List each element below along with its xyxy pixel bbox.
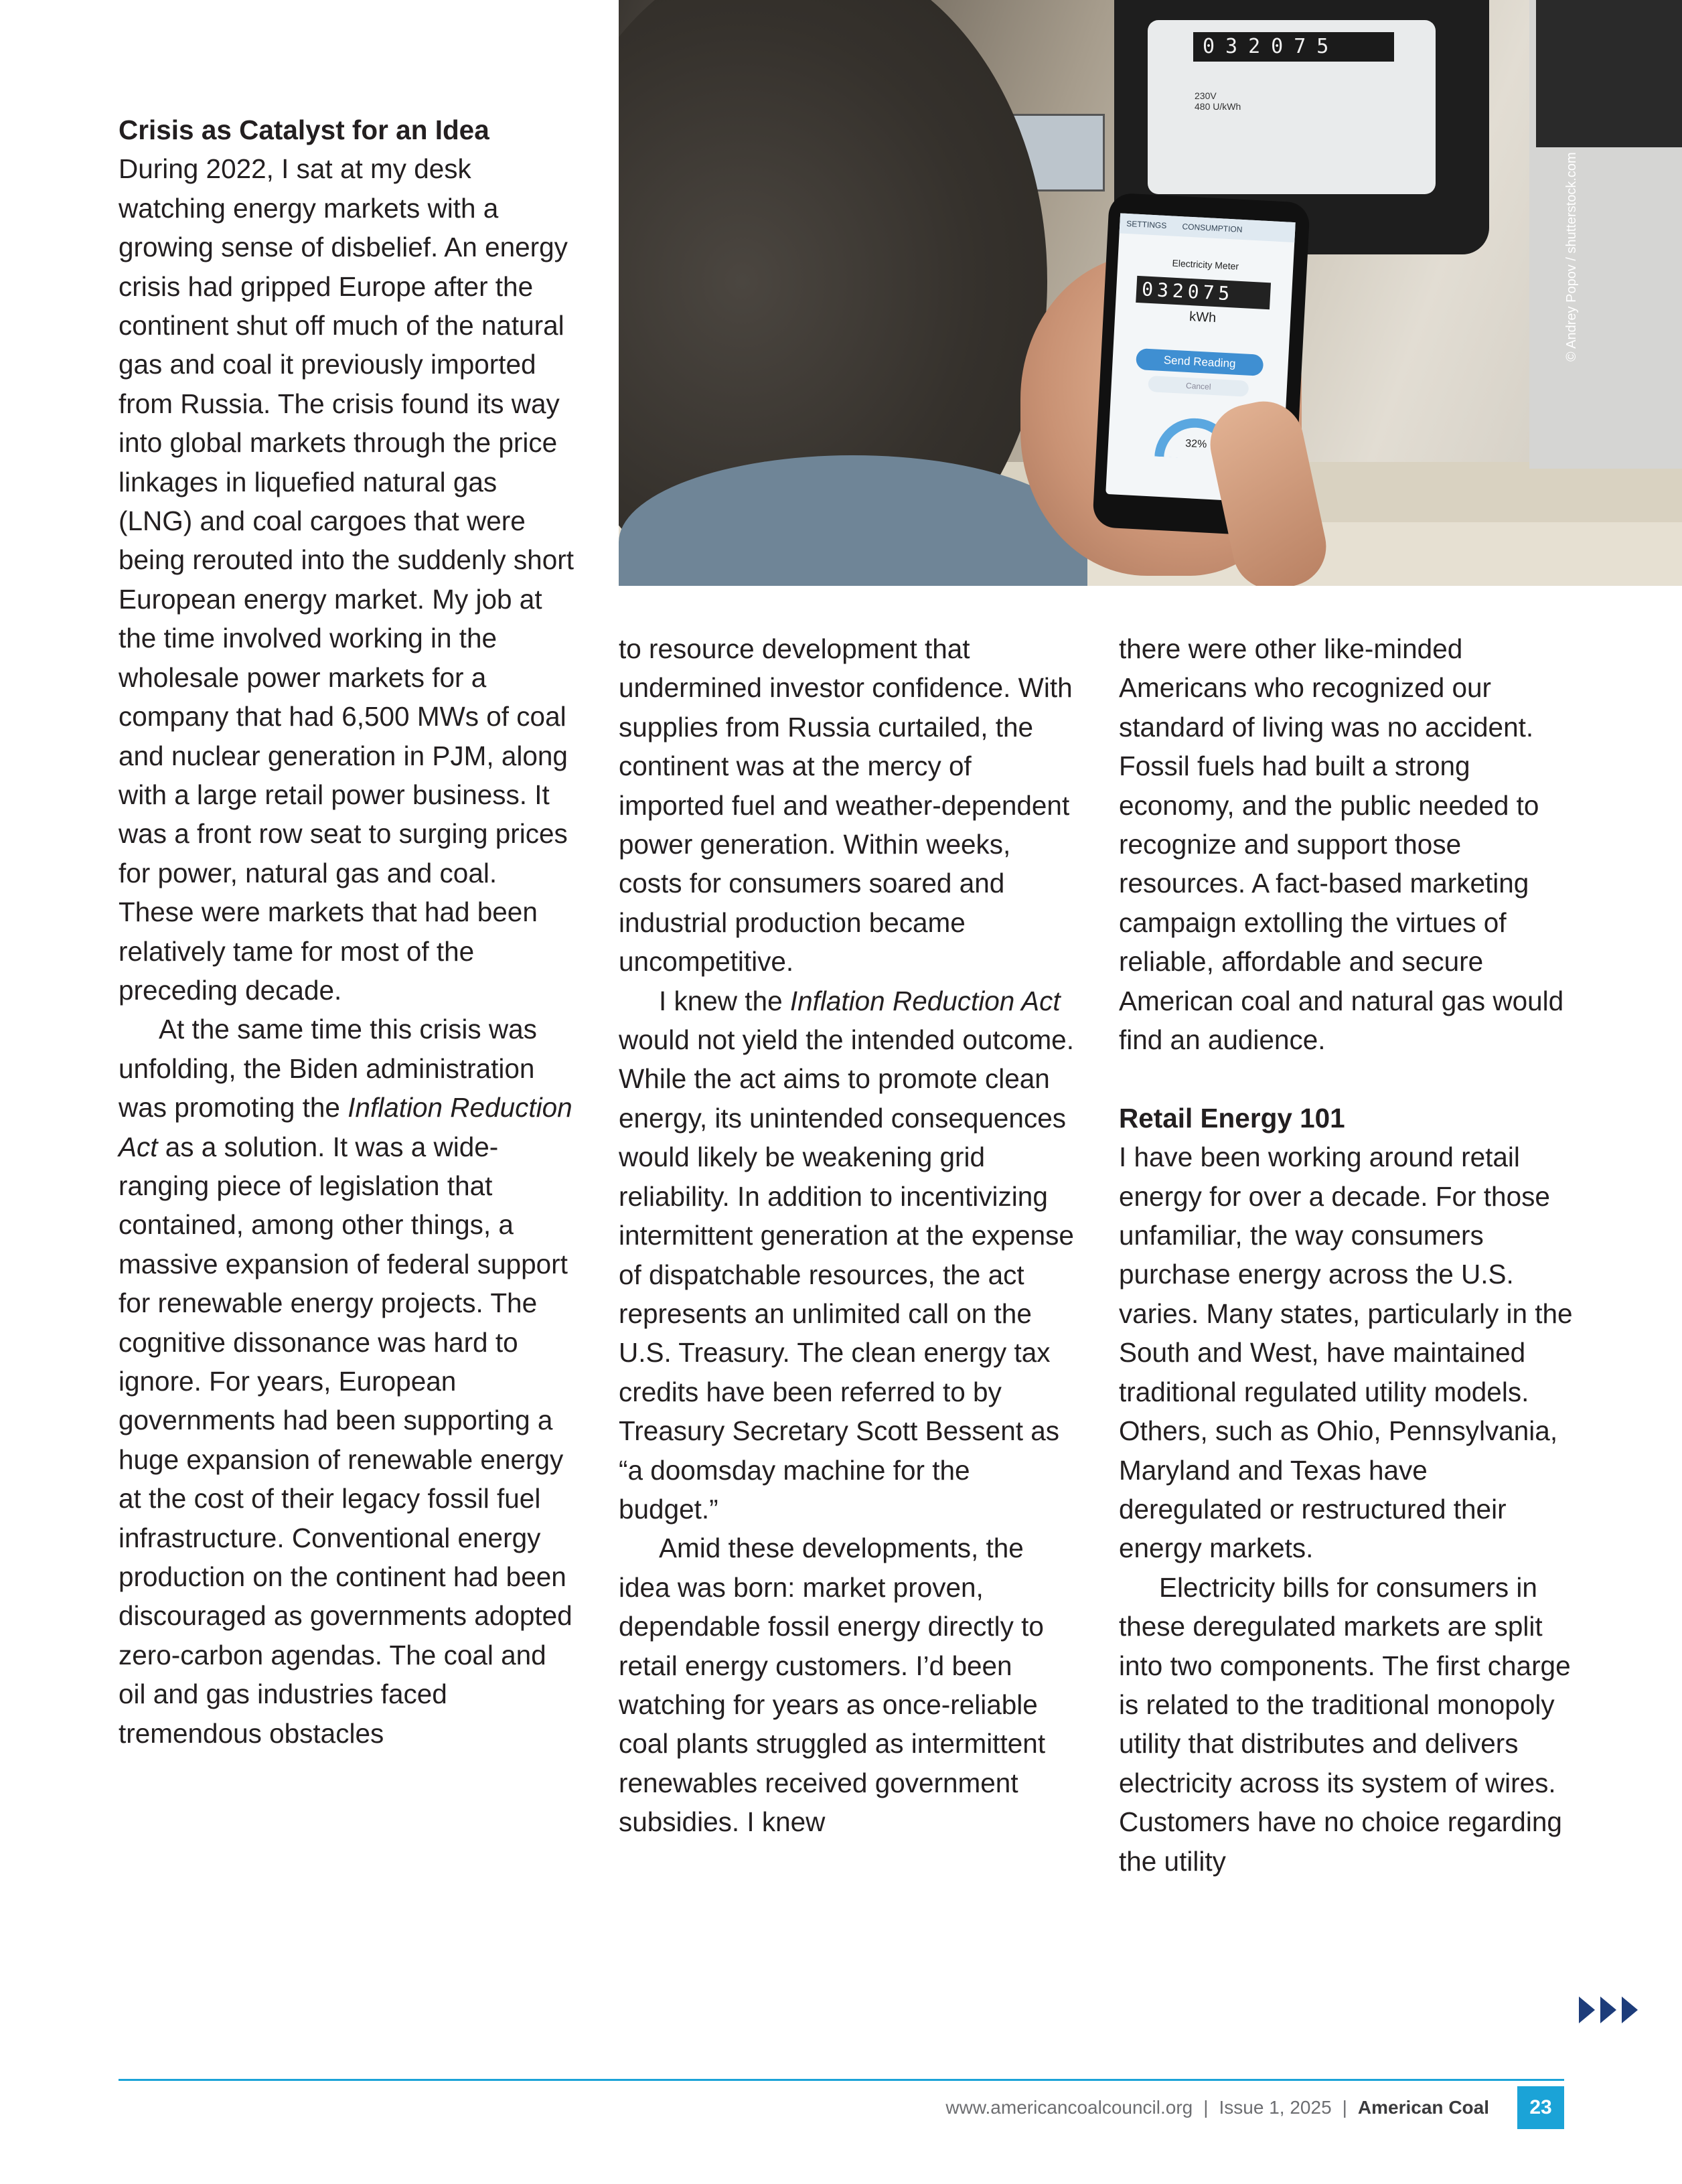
paragraph — [119, 1010, 574, 1753]
footer-issue: Issue 1, 2025 — [1219, 2097, 1332, 2118]
meter-label — [1195, 90, 1241, 112]
italic-title: Inflation Reduction Act — [789, 985, 1061, 1016]
meter-rate: 480 U/kWh — [1195, 101, 1241, 112]
photo-panel-dark — [1536, 0, 1682, 147]
tab-settings: SETTINGS — [1126, 218, 1167, 231]
paragraph: During 2022, I sat at my desk watching energy markets with a growing sense of disbelief. An energy crisis had gripped Europe after the continent shut off much of the natural gas and coal it previously imported from Russia. The crisis found its way into global markets through the price linkages in liquefied natural gas (LNG) and coal cargoes that were being rerouted into the suddenly short European energy market. My job at the time involved working in the wholesale power markets for a company that had 6,500 MWs of coal and nuclear generation in PJM, along with a large retail power business. It was a front row seat to surging prices for power, natural gas and coal. These were markets that had been relatively tame for most of the preceding decade. — [119, 153, 574, 1006]
footer-separator: | — [1342, 2097, 1347, 2118]
paragraph-text: At the same time this crisis was unfolding, the Biden administration was promoting the — [119, 1014, 537, 1123]
paragraph-text: I knew the — [659, 985, 790, 1016]
screen-reading: 032075 — [1136, 276, 1271, 309]
page-footer — [945, 2086, 1564, 2129]
paragraph: to resource development that undermined investor confidence. With supplies from Russia curtailed, the continent was at the mercy of imported fuel and weather-dependent power generation. Within weeks, costs for consumers soared and industrial production became uncompetitive. — [619, 633, 1073, 978]
meter-reading: 032075 — [1193, 32, 1394, 62]
article-column-1 — [119, 110, 574, 1753]
paragraph: there were other like-minded Americans who recognized our standard of living was no accident. Fossil fuels had built a strong economy, and the public needed to recognize and support those resources. A fact-based marketing campaign extolling the virtues of reliable, affordable and secure American coal and natural gas would find an audience. — [1119, 633, 1564, 1056]
article-column-3 — [1119, 629, 1574, 1881]
send-reading-button: Send Reading — [1136, 348, 1264, 376]
italic-title: Inflation Reduction Act — [119, 1092, 572, 1162]
paragraph: Electricity bills for consumers in these deregulated markets are split into two components. The first charge is related to the traditional monopoly utility that distributes and delivers electricity across its system of wires. Customers have no choice regarding the utility — [1119, 1571, 1571, 1877]
screen-title: Electricity Meter — [1172, 257, 1239, 272]
footer-publication: American Coal — [1357, 2097, 1489, 2118]
cancel-button: Cancel — [1148, 376, 1249, 397]
paragraph-text: as a solution. It was a wide-ranging piece of legislation that contained, among other things, a massive expansion of federal support for renewable energy projects. The cognitive dissonance was hard to ignore. For years, European governments had been supporting a huge expansion of renewable energy at the cost of their legacy fossil fuel infrastructure. Conventional energy production on the continent had been discouraged as governments adopted zero-carbon agendas. The coal and oil and gas industries faced tremendous obstacles — [119, 1131, 572, 1749]
paragraph: I have been working around retail energy for over a decade. For those unfamiliar, the way consumers purchase energy across the U.S. varies. Many states, particularly in the South and West, have maintained traditional regulated utility models. Others, such as Ohio, Pennsylvania, Maryland and Texas have deregulated or restructured their energy markets. — [1119, 1142, 1573, 1564]
section-heading: Crisis as Catalyst for an Idea — [119, 114, 489, 145]
screen-unit: kWh — [1189, 309, 1217, 326]
spacer — [1119, 1059, 1574, 1098]
footer-rule — [119, 2079, 1564, 2081]
article-photo — [619, 0, 1682, 586]
footer-separator: | — [1203, 2097, 1209, 2118]
continue-arrows-icon — [1579, 1994, 1646, 2026]
paragraph: Amid these developments, the idea was born: market proven, dependable fossil energy directly to retail energy customers. I’d been watching for years as once-reliable coal plants struggled as intermittent renewables received government subsidies. I knew — [619, 1533, 1046, 1838]
paragraph-text: would not yield the intended outcome. While the act aims to promote clean energy, its unintended consequences would likely be weakening grid reliability. In addition to incentivizing intermittent generation at the expense of dispatchable resources, the act represents an unlimited call on the U.S. Treasury. The clean energy tax credits have been referred to by Treasury Secretary Scott Bessent as “a doomsday machine for the budget.” — [619, 1024, 1074, 1525]
article-column-2 — [619, 629, 1074, 1842]
photo-credit: © Andrey Popov / shutterstock.com — [1564, 152, 1579, 362]
page-number: 23 — [1517, 2086, 1564, 2129]
meter-voltage: 230V — [1195, 90, 1217, 101]
gauge-value: 32% — [1184, 437, 1207, 451]
footer-website: www.americancoalcouncil.org — [945, 2097, 1193, 2118]
paragraph — [619, 982, 1074, 1529]
section-heading: Retail Energy 101 — [1119, 1102, 1345, 1134]
tab-consumption: CONSUMPTION — [1182, 222, 1243, 234]
